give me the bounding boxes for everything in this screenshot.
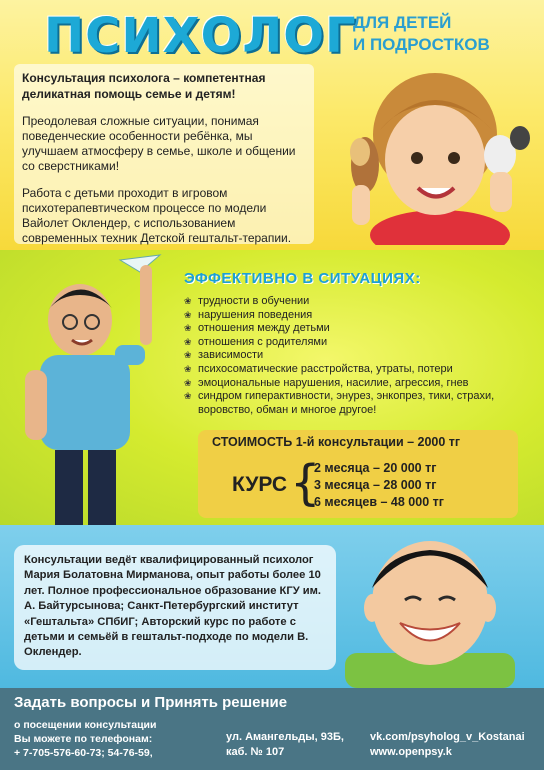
smiling-boy-image — [345, 528, 515, 688]
list-item: ❀ отношения с родителями — [184, 336, 534, 350]
address-line-1: ул. Амангельды, 93Б, — [226, 731, 344, 743]
footer-contact-phones — [14, 718, 214, 760]
footer-line-2: Вы можете по телефонам: — [14, 733, 153, 745]
footer-address — [226, 730, 344, 760]
situations-list — [184, 295, 534, 417]
address-line-2: каб. № 107 — [226, 746, 285, 758]
list-item: ❀ трудности в обучении — [184, 295, 534, 309]
footer-links — [370, 730, 525, 760]
curly-brace-icon: { — [290, 455, 321, 511]
intro-lead: Консультация психолога – компетентная деликатная помощь семье и детям! — [22, 71, 266, 101]
page-title: ПСИХОЛОГ — [44, 8, 357, 64]
list-item: ❀ нарушения поведения — [184, 309, 534, 323]
first-consultation-price: СТОИМОСТЬ 1-й консультации – 2000 тг — [212, 435, 461, 449]
footer-line-1: о посещении консультации — [14, 719, 157, 731]
page-subtitle — [353, 12, 523, 56]
list-item: ❀ эмоциональные нарушения, насилие, агрессия, гнев — [184, 377, 534, 391]
list-item: ❀ синдром гиперактивности, энурез, энкопрез, тики, страхи, — [184, 390, 534, 404]
list-item: ❀ отношения между детьми — [184, 322, 534, 336]
bio-text: Консультации ведёт квалифицированный психолог Мария Болатовна Мирманова, опыт работы более 10 лет. Полное профессиональное образование КГУ им. А. Байтурсынова; Санкт-Петербургский институт «Гештальта» СПбИГ; Авторский курс по работе с детьми и семьёй в гештальт-подходе по модели В. Оклендер. — [24, 554, 322, 659]
course-price-item: 2 месяца – 20 000 тг — [314, 461, 437, 475]
list-item: воровство, обман и многое другое! — [198, 403, 377, 416]
subtitle-line-1: ДЛЯ ДЕТЕЙ — [353, 13, 452, 32]
phone-numbers: + 7-705-576-60-73; 54-76-59, — [14, 747, 153, 759]
course-price-item: 6 месяцев – 48 000 тг — [314, 495, 444, 509]
intro-paragraph-1: Преодолевая сложные ситуации, понимая поведенческие особенности ребёнка, мы улучшаем атмосферу в семье, школе и общении со сверстниками! — [22, 114, 296, 173]
list-item: ❀ психосоматические расстройства, утраты, потери — [184, 363, 534, 377]
boy-with-paper-plane-image — [20, 250, 180, 525]
footer-title: Задать вопросы и Принять решение — [14, 694, 288, 711]
situations-title: ЭФФЕКТИВНО В СИТУАЦИЯХ: — [184, 270, 421, 287]
list-item: ❀ зависимости — [184, 349, 534, 363]
course-price-item: 3 месяца – 28 000 тг — [314, 478, 437, 492]
course-price-list — [314, 460, 444, 511]
bio-box — [14, 545, 336, 670]
subtitle-line-2: И ПОДРОСТКОВ — [353, 35, 490, 54]
course-label: КУРС — [232, 473, 288, 496]
intro-paragraph-2: Работа с детьми проходит в игровом психотерапевтическом процессе по модели Вайолет Оклендер, с использованием современных техник Детской гештальт-терапии. — [22, 186, 292, 245]
vk-link[interactable]: vk.com/psyholog_v_Kostanai — [370, 731, 525, 743]
intro-box — [14, 64, 314, 244]
website-link[interactable]: www.openpsy.k — [370, 746, 452, 758]
girl-with-puppets-image — [320, 60, 535, 245]
